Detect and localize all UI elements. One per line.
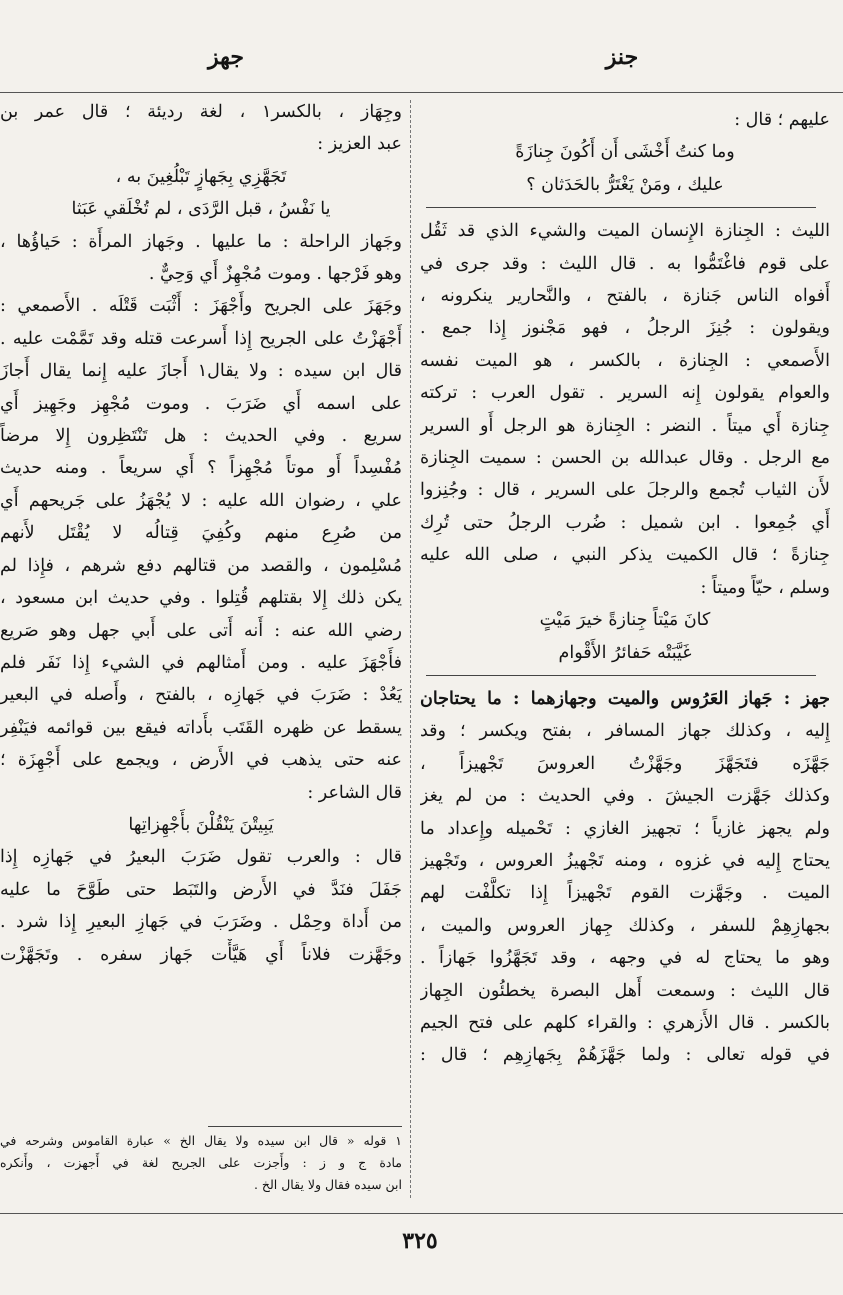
text-line: وجَهاز الراحلة : ما عليها . وجَهاز المرأَة : حَياؤُها ، [0,231,402,252]
text-line: فأَجْهَزَ عليه . ومن أَمثالهم في الشيء إِذا نَفَر فلم [0,652,402,673]
text-line: عبد العزيز : [317,134,402,155]
text-line: ويقولون : جُنِزَ الرجلُ ، فهو مَجْنوز إِذا جمع . [420,318,830,339]
text-line: جَفَلَ فنَدَّ في الأَرض والتَبَط حتى طَوَّحَ ما عليه [0,879,402,900]
text-line: ولم يجهز غازياً ؛ تجهيز الغازي : تَحْميله وإِعداد ما [420,818,830,839]
running-head-right: جنز [605,44,639,70]
footnote-line: ابن سيده فقال ولا يقال الخ . [253,1177,402,1192]
text-line: وكذلك جَهَّزت الجيشَ . وفي الحديث : من لم يغز [420,786,830,807]
footer-rule [0,1213,843,1214]
text-line: قال ابن سيده : ولا يقال١ أَجازَ عليه إِنما يقال أَجازَ [0,361,402,382]
text-line: عليهم ؛ قال : [734,110,830,130]
text-line: أَفواه الناس جَنازة ، بالفتح ، والنَّحارير ينكرونه ، [420,286,830,307]
text-line: من أَداة وحِمْل . وضَرَبَ في جَهازِ البعيرِ إِذا شرد . [0,912,402,933]
running-head-left: جهز [208,44,244,70]
footnote-line: مادة ج و ز : وأَجزت على الجريح لغة في أَجهزت ، وأَنكره [0,1155,402,1170]
verse-line: يا نَفْسُ ، قبل الرَّدَى ، لم تُخْلَقي عَبَثا [71,199,331,220]
text-line: يكن ذلك إِلا بقتلهم قُتِلوا . وفي حديث ابن مسعود ، [0,588,402,609]
text-line: جَهَّزَه فتَجَهَّزَ وجَهَّزْتُ العروسَ تَجْهيزاً ، [420,753,830,774]
entry-separator [420,669,830,683]
text-line: سريع . وفي الحديث : هل تَنْتَظِرون إِلا مرضاً [0,426,402,447]
text-line: بالكسر . قال الأَزهري : والقراء كلهم على فتح الجيم [420,1012,830,1033]
text-line: من صُرِع منهم وكُفِيَ قِتالُه لا يُقْتَل لأَنهم [0,523,402,544]
verse-line: وما كنتُ أَخْشَى أَن أَكُونَ جِنازَةً [515,142,735,163]
footnote-line: ١ قوله « قال ابن سيده ولا يقال الخ » عبارة القاموس وشرحه في [0,1133,402,1148]
text-line: قال الشاعر : [307,782,402,803]
page-number: ٣٢٥ [402,1228,438,1254]
entry-jhz-first-line: جهز : جَهاز العَرُوس والميت وجهازهما : ما يحتاجان [420,688,830,709]
text-line: قال : والعرب تقول ضَرَبَ البعيرُ في جَهازِه إِذا [0,847,402,868]
text-line: بجهازِهِمْ للسفر ، وكذلك جِهاز العروس والميت ، [420,915,830,936]
text-line: مع الرجل . وقال عبدالله بن الحسن : سميت الجِنازة [420,448,830,469]
right-column [420,104,830,1200]
text-line: وهو ما يحتاج له في وجهه ، وقد تَجَهَّزُوا جَهازاً . [420,948,830,969]
section-separator [420,201,830,215]
footnote-rule [208,1126,402,1127]
text-line: وسلم ، حيّاً وميتاً : [700,577,830,598]
text-line: جِنازةً ؛ قال الكميت يذكر النبي ، صلى الله عليه [420,545,830,566]
text-line: الأَصمعي : الجِنازة ، بالكسر ، هو الميت نفسه [420,350,830,371]
verse-line: كانَ مَيْتاً جِنازةً خيرَ مَيْتٍ [539,610,711,631]
verse-line: عليك ، ومَنْ يَغْتَرُّ بالحَدَثان ؟ [526,174,724,195]
text-line: مُسْلِمون ، والقصد من قتالهم دفع شرهم ، فإِذا لم [0,555,402,576]
text-line: وجَهَّزت فلاناً أَي هَيَّأْت جَهاز سفره . وتَجَهَّزْت [0,944,402,965]
text-line: الميت . وجَهَّزت القوم تَجْهيزاً إِذا تكلَّفْت لهم [420,883,830,904]
text-line: أَي جُمِعوا . ابن شميل : ضُرب الرجلُ حتى تُرِك [420,512,830,533]
text-line: عنه حتى يذهب في الأَرض ، ويجمع على أَجْهِزَة ؛ [0,750,402,771]
text-line: قال الليث : وسمعت أَهل البصرة يخطئُون الجِهاز [420,980,830,1001]
column-divider [410,100,411,1198]
text-line: الليث : الجِنازة الإِنسان الميت والشيء الذي قد ثَقُل [420,221,830,242]
text-line: لأَن الثياب تُجمع والرجلَ على السرير ، قال : وجُنِزوا [420,480,830,501]
text-line: يحتاج إِليه في غزوه ، ومنه تَجْهيزُ العروس ، وتَجْهيز [420,850,830,871]
text-line: يسقط عن ظهره القَتَب بأَداته فيقع بين قوائمه فيَنْفِر [0,717,402,738]
text-line: إِليه ، وكذلك جهاز المسافر ، بفتح ويكسر ؛ وقد [420,721,830,742]
header-rule [0,92,843,93]
text-line: وجِهَاز ، بالكسر١ ، لغة رديئة ؛ قال عمر بن [0,102,402,122]
left-column [0,96,402,1126]
text-line: والعوام يقولون إِنه السرير . تقول العرب : تركته [420,383,830,404]
verse-line: تَجَهَّزِي بِجَهازٍ تَبْلُغِينَ به ، [115,166,287,187]
text-line: جِنازة أَي ميتاً . النضر : الجِنازة هو الرجل أَو السرير [420,415,830,436]
verse-line: يَبِيتْنَ يَنْقُلْنَ بأَجْهِزاتِها [128,814,274,835]
text-line: علي ، رضوان الله عليه : لا يُجْهَزُ على جَريحهم أَي [0,490,402,511]
text-line: أَجْهَزْتُ على الجريح إِذا أَسرعت قتله وقد تَمَّمْت عليه . [0,328,402,349]
text-line: رضي الله عنه : أَنه أَتى على أَبي جهل وهو صَريع [0,620,402,641]
text-line: على اسمه أَي ضَرَبَ . وموت مُجْهِز وجَهِيز أَي [0,393,402,414]
text-line: وهو فَرْجها . وموت مُجْهِزٌ أَي وَحِيٌّ . [148,264,402,285]
verse-line: غَيَّبَتْه حَفائرُ الأَقْوام [558,642,692,663]
text-line: يَعُدْ : ضَرَبَ في جَهازِه ، بالفتح ، وأَصله في البعير [0,685,402,706]
text-line: وجَهَزَ على الجريح وأَجْهَزَ : أَثْبَت قَتْلَه . الأَصمعي : [0,296,402,317]
text-line: على قوم فاغْتَمُّوا به . قال الليث : وقد جرى في [420,253,830,274]
text-line: في قوله تعالى : ولما جَهَّزَهُمْ بِجَهازِهِم ؛ قال : [420,1045,830,1066]
footnotes [0,1130,402,1196]
text-line: مُفْسِداً أَو موتاً مُجْهِزاً ؟ أَي سريعاً . ومنه حديث [0,458,402,479]
